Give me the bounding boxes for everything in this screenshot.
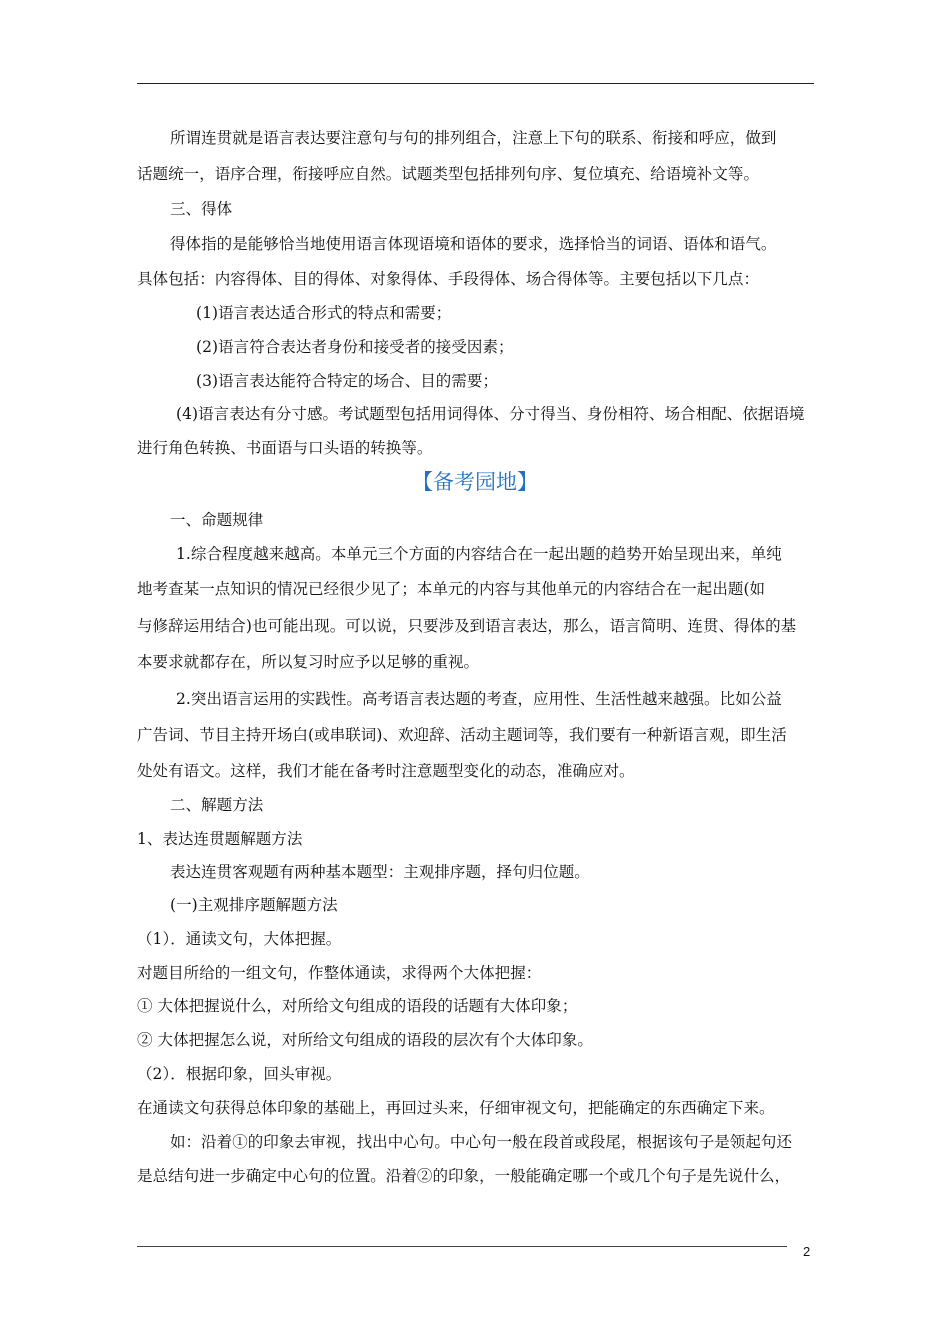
list-item: (4)语言表达有分寸感。考试题型包括用词得体、分寸得当、身份相符、场合相配、依据语境 [176, 405, 805, 423]
section-title: 二、解题方法 [170, 796, 264, 814]
paragraph-line: 对题目所给的一组文句，作整体通读，求得两个大体把握： [137, 964, 542, 982]
step-title: （1）．通读文句，大体把握。 [137, 930, 342, 948]
paragraph-line: 表达连贯客观题有两种基本题型：主观排序题，择句归位题。 [170, 863, 590, 881]
paragraph-line: 本要求就都存在，所以复习时应予以足够的重视。 [137, 653, 480, 671]
subsection-title: 1、表达连贯题解题方法 [137, 830, 303, 848]
page-number: 2 [803, 1244, 811, 1259]
paragraph-line: 具体包括：内容得体、目的得体、对象得体、手段得体、场合得体等。主要包括以下几点： [137, 270, 760, 288]
paragraph-line: 广告词、节目主持开场白(或串联词)、欢迎辞、活动主题词等，我们要有一种新语言观，即生活 [137, 726, 787, 744]
paragraph-line: 进行角色转换、书面语与口头语的转换等。 [137, 439, 433, 457]
footer-rule [137, 1246, 787, 1247]
paragraph-line: 话题统一，语序合理，衔接呼应自然。试题类型包括排列句序、复位填充、给语境补文等。 [137, 165, 760, 183]
paragraph-line: 与修辞运用结合)也可能出现。可以说，只要涉及到语言表达，那么，语言简明、连贯、得体的基 [137, 617, 797, 635]
header-rule [137, 83, 814, 84]
step-title: （2）．根据印象，回头审视。 [137, 1065, 342, 1083]
paragraph-line: 地考查某一点知识的情况已经很少见了；本单元的内容与其他单元的内容结合在一起出题(如 [137, 580, 766, 598]
paragraph-line: 如：沿着①的印象去审视，找出中心句。中心句一般在段首或段尾，根据该句子是领起句还 [170, 1133, 793, 1151]
list-item: ① 大体把握说什么，对所给文句组成的语段的话题有大体印象； [137, 997, 578, 1015]
paragraph-line: 所谓连贯就是语言表达要注意句与句的排列组合，注意上下句的联系、衔接和呼应，做到 [170, 129, 777, 147]
section-title: 一、命题规律 [170, 511, 264, 529]
list-item: ② 大体把握怎么说，对所给文句组成的语段的层次有个大体印象。 [137, 1031, 593, 1049]
section-heading: 【备考园地】 [412, 470, 538, 494]
section-title: 三、得体 [170, 200, 233, 218]
list-item: (2)语言符合表达者身份和接受者的接受因素； [196, 338, 514, 356]
paragraph-line: 得体指的是能够恰当地使用语言体现语境和语体的要求，选择恰当的词语、语体和语气。 [170, 235, 777, 253]
paragraph-line: 在通读文句获得总体印象的基础上，再回过头来，仔细审视文句，把能确定的东西确定下来。 [137, 1099, 775, 1117]
paragraph-line: 2.突出语言运用的实践性。高考语言表达题的考查，应用性、生活性越来越强。比如公益 [176, 690, 782, 708]
paragraph-line: 是总结句进一步确定中心句的位置。沿着②的印象，一般能确定哪一个或几个句子是先说什么， [137, 1167, 791, 1185]
subsection-title: (一)主观排序题解题方法 [170, 896, 338, 914]
list-item: (3)语言表达能符合特定的场合、目的需要； [196, 372, 499, 390]
list-item: (1)语言表达适合形式的特点和需要； [196, 304, 452, 322]
paragraph-line: 1.综合程度越来越高。本单元三个方面的内容结合在一起出题的趋势开始呈现出来，单纯 [176, 545, 782, 563]
paragraph-line: 处处有语文。这样，我们才能在备考时注意题型变化的动态，准确应对。 [137, 762, 635, 780]
